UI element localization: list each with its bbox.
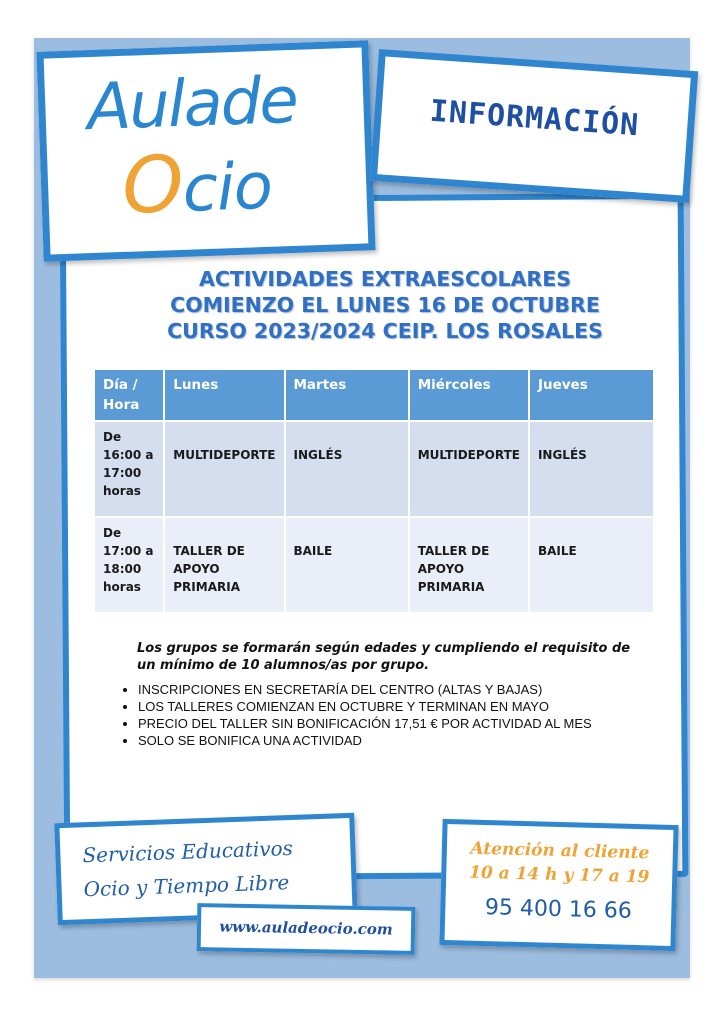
logo-text-cio: cio [181, 149, 274, 227]
header-wednesday: Miércoles [409, 370, 529, 421]
services-line-1: Servicios Educativos [82, 835, 294, 868]
contact-hours: 10 a 14 h y 17 a 19 [468, 862, 650, 888]
header-monday: Lunes [164, 370, 284, 421]
list-item: • PRECIO DEL TALLER SIN BONIFICACIÓN 17,51 € POR ACTIVIDAD AL MES [138, 715, 698, 732]
logo-text-ocio [121, 137, 274, 232]
table-row [95, 421, 654, 517]
groups-note: Los grupos se formarán según edades y cumpliendo el requisito de un mínimo de 10 alumnos/as por grupo. [137, 641, 631, 673]
activity-cell: BAILE [285, 517, 409, 613]
list-item: • SOLO SE BONIFICA UNA ACTIVIDAD [138, 732, 698, 749]
logo-text-aulade: Aulade [86, 63, 298, 146]
activity-cell: TALLER DE APOYO PRIMARIA [164, 517, 284, 613]
header-tuesday: Martes [285, 370, 409, 421]
headline [100, 266, 670, 344]
headline-line-2: COMIENZO EL LUNES 16 DE OCTUBRE [170, 293, 600, 317]
table-header-row [95, 370, 654, 421]
activity-cell: MULTIDEPORTE [409, 421, 529, 517]
time-cell: De 17:00 a 18:00 horas [95, 517, 164, 613]
website-card[interactable] [197, 903, 416, 955]
header-day-hour: Día / Hora [95, 370, 164, 421]
activity-cell: INGLÉS [285, 421, 409, 517]
table-row [95, 517, 654, 613]
activity-cell: INGLÉS [529, 421, 654, 517]
contact-hours-label: Atención al cliente [470, 838, 650, 864]
list-item: • INSCRIPCIONES EN SECRETARÍA DEL CENTRO (ALTAS Y BAJAS) [138, 681, 698, 698]
website-link[interactable]: www.auladeocio.com [219, 917, 393, 939]
activity-cell: BAILE [529, 517, 654, 613]
time-cell: De 16:00 a 17:00 horas [95, 421, 164, 517]
logo-letter-o: O [120, 139, 185, 232]
contact-card [439, 819, 678, 951]
headline-line-1: ACTIVIDADES EXTRAESCOLARES [199, 267, 571, 291]
activity-cell: TALLER DE APOYO PRIMARIA [409, 517, 529, 613]
info-bullet-list [120, 681, 698, 749]
info-card [370, 49, 698, 203]
headline-line-3: CURSO 2023/2024 CEIP. LOS ROSALES [167, 319, 603, 343]
list-item: • LOS TALLERES COMIENZAN EN OCTUBRE Y TERMINAN EN MAYO [138, 698, 698, 715]
info-label: INFORMACIÓN [428, 93, 641, 144]
services-line-2: Ocio y Tiempo Libre [83, 870, 290, 902]
contact-phone[interactable]: 95 400 16 66 [484, 895, 633, 924]
logo-card [36, 40, 375, 261]
header-thursday: Jueves [529, 370, 654, 421]
activity-cell: MULTIDEPORTE [164, 421, 284, 517]
schedule-table [95, 370, 655, 614]
